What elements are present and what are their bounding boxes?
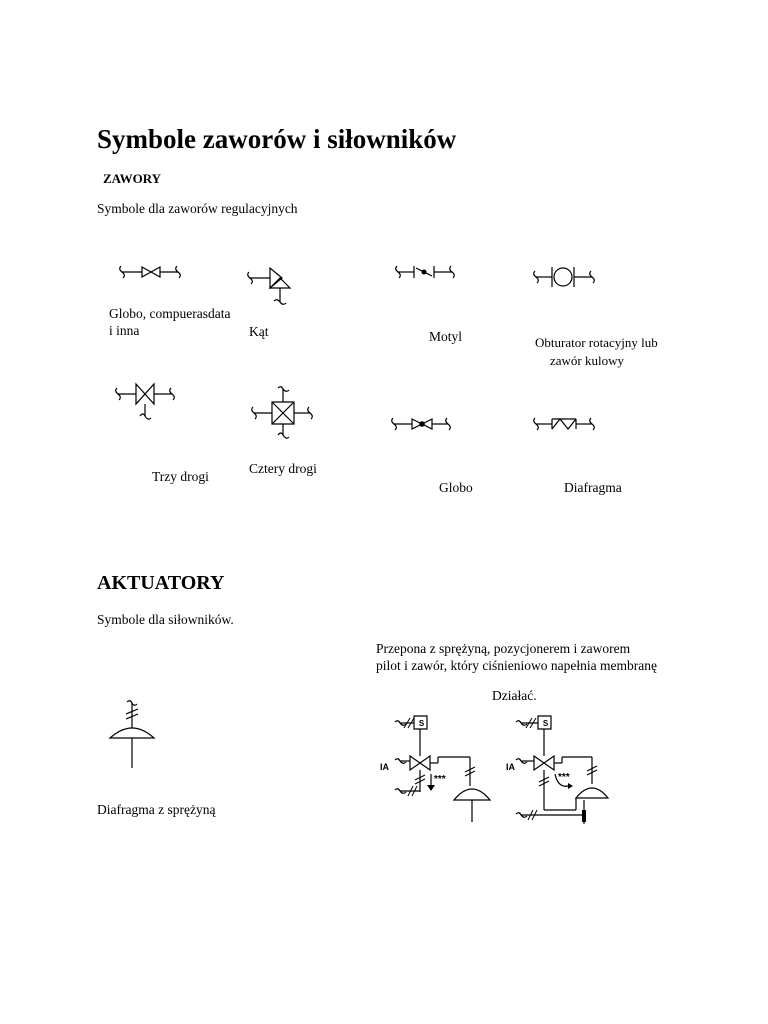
positioner-diagram-right-graphic: [506, 714, 618, 826]
stars-label: ***: [558, 772, 570, 783]
actuator-description-line1: Przepona z sprężyną, pozycjonerem i zaworem: [376, 641, 631, 656]
valve-label-angle: Kąt: [249, 324, 269, 339]
valve-label-globe: Globo: [439, 480, 473, 495]
actuators-heading: AKTUATORY: [97, 572, 225, 594]
butterfly-valve-symbol: [394, 262, 458, 282]
four-way-valve-symbol: [250, 384, 316, 442]
valve-label-four-way: Cztery drogi: [249, 461, 317, 476]
ia-label: IA: [506, 762, 515, 772]
valve-label-diaphragm: Diafragma: [564, 480, 622, 495]
page-title: Symbole zaworów i siłowników: [97, 124, 457, 154]
stars-label: ***: [434, 774, 446, 785]
diaphragm-valve-symbol: [532, 414, 598, 434]
ball-valve-symbol: [532, 264, 598, 290]
globe-valve-symbol: [390, 414, 454, 434]
valve-label-rotary-2: zawór kulowy: [550, 353, 625, 368]
valves-intro: Symbole dla zaworów regulacyjnych: [97, 201, 298, 216]
valve-label-globo-gate-2: i inna: [109, 323, 140, 338]
solenoid-label: S: [418, 719, 425, 728]
positioner-diagram-left: [380, 714, 500, 824]
valve-label-rotary: Obturator rotacyjny lub: [535, 335, 658, 350]
valve-label-globo-gate: Globo, compuerasdata: [109, 306, 231, 321]
solenoid-label: S: [542, 719, 549, 728]
gate-valve-symbol: [118, 262, 184, 282]
actuators-intro: Symbole dla siłowników.: [97, 612, 234, 627]
ia-label: IA: [380, 762, 389, 772]
spring-diaphragm-actuator-symbol: [106, 698, 156, 770]
spring-diaphragm-label: Diafragma z sprężyną: [97, 802, 216, 817]
positioner-diagram-right: [506, 714, 618, 826]
actuator-description-line2: pilot i zawór, który ciśnieniowo napełnia membranę: [376, 658, 658, 673]
angle-valve-symbol: [246, 264, 296, 310]
valve-label-butterfly: Motyl: [429, 329, 463, 344]
valve-label-three-way: Trzy drogi: [152, 469, 209, 484]
three-way-valve-symbol: [114, 380, 180, 424]
positioner-diagram-left-graphic: [380, 714, 500, 824]
action-label: Działać.: [492, 688, 537, 703]
valves-heading: ZAWORY: [103, 171, 162, 186]
